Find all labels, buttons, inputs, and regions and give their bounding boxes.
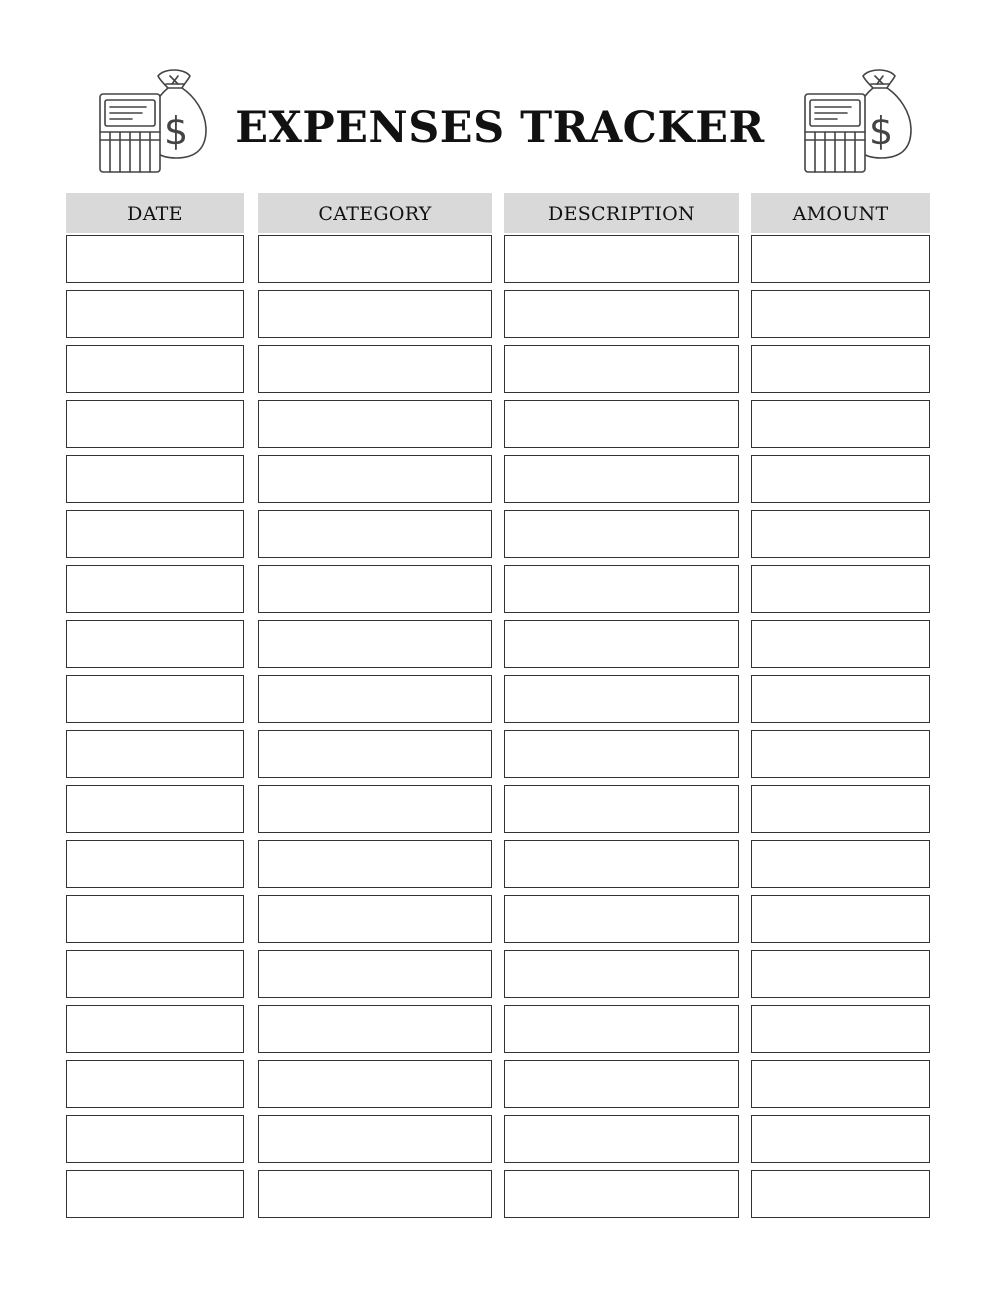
- amount-entry-cell[interactable]: [751, 1115, 930, 1163]
- date-entry-cell[interactable]: [66, 565, 244, 613]
- date-entry-cell[interactable]: [66, 730, 244, 778]
- description-entry-cell[interactable]: [504, 840, 739, 888]
- description-entry-cell[interactable]: [504, 1170, 739, 1218]
- description-entry-cell[interactable]: [504, 1005, 739, 1053]
- category-entry-cell[interactable]: [258, 730, 492, 778]
- amount-entry-cell[interactable]: [751, 1005, 930, 1053]
- category-entry-cell[interactable]: [258, 620, 492, 668]
- date-entry-cell[interactable]: [66, 1060, 244, 1108]
- description-entry-cell[interactable]: [504, 455, 739, 503]
- category-entry-cell[interactable]: [258, 785, 492, 833]
- amount-entry-cell[interactable]: [751, 950, 930, 998]
- date-entry-cell[interactable]: [66, 345, 244, 393]
- description-entry-cell[interactable]: [504, 895, 739, 943]
- amount-entry-cell[interactable]: [751, 675, 930, 723]
- date-entry-cell[interactable]: [66, 895, 244, 943]
- amount-entry-cell[interactable]: [751, 235, 930, 283]
- svg-text:$: $: [869, 109, 894, 153]
- category-entry-cell[interactable]: [258, 1115, 492, 1163]
- date-entry-cell[interactable]: [66, 675, 244, 723]
- calculator-money-bag-icon: [98, 64, 208, 174]
- amount-entry-cell[interactable]: [751, 455, 930, 503]
- date-entry-cell[interactable]: [66, 950, 244, 998]
- amount-entry-cell[interactable]: [751, 785, 930, 833]
- category-entry-cell[interactable]: [258, 400, 492, 448]
- date-entry-cell[interactable]: [66, 1115, 244, 1163]
- page-title: EXPENSES TRACKER: [235, 103, 765, 153]
- category-entry-cell[interactable]: [258, 895, 492, 943]
- category-entry-cell[interactable]: [258, 455, 492, 503]
- description-entry-cell[interactable]: [504, 785, 739, 833]
- description-entry-cell[interactable]: [504, 510, 739, 558]
- description-entry-cell[interactable]: [504, 620, 739, 668]
- date-entry-cell[interactable]: [66, 510, 244, 558]
- description-entry-cell[interactable]: [504, 290, 739, 338]
- description-entry-cell[interactable]: [504, 1115, 739, 1163]
- amount-entry-cell[interactable]: [751, 510, 930, 558]
- date-column-header: DATE: [66, 193, 244, 233]
- date-entry-cell[interactable]: [66, 290, 244, 338]
- description-entry-cell[interactable]: [504, 400, 739, 448]
- date-entry-cell[interactable]: [66, 840, 244, 888]
- amount-entry-cell[interactable]: [751, 345, 930, 393]
- amount-entry-cell[interactable]: [751, 400, 930, 448]
- category-entry-cell[interactable]: [258, 510, 492, 558]
- calculator-money-bag-icon: [803, 64, 913, 174]
- amount-entry-cell[interactable]: [751, 1060, 930, 1108]
- description-entry-cell[interactable]: [504, 950, 739, 998]
- category-entry-cell[interactable]: [258, 950, 492, 998]
- date-entry-cell[interactable]: [66, 400, 244, 448]
- description-entry-cell[interactable]: [504, 675, 739, 723]
- date-entry-cell[interactable]: [66, 455, 244, 503]
- description-column: [504, 193, 739, 1225]
- description-column-header: DESCRIPTION: [504, 193, 739, 233]
- category-entry-cell[interactable]: [258, 1005, 492, 1053]
- category-entry-cell[interactable]: [258, 345, 492, 393]
- category-entry-cell[interactable]: [258, 840, 492, 888]
- date-entry-cell[interactable]: [66, 1170, 244, 1218]
- date-entry-cell[interactable]: [66, 235, 244, 283]
- description-entry-cell[interactable]: [504, 345, 739, 393]
- amount-entry-cell[interactable]: [751, 290, 930, 338]
- amount-column-header: AMOUNT: [751, 193, 930, 233]
- category-column: [258, 193, 492, 1225]
- category-entry-cell[interactable]: [258, 290, 492, 338]
- svg-text:$: $: [164, 109, 189, 153]
- category-entry-cell[interactable]: [258, 235, 492, 283]
- amount-entry-cell[interactable]: [751, 895, 930, 943]
- description-entry-cell[interactable]: [504, 235, 739, 283]
- category-entry-cell[interactable]: [258, 675, 492, 723]
- description-entry-cell[interactable]: [504, 730, 739, 778]
- category-entry-cell[interactable]: [258, 565, 492, 613]
- amount-column: [751, 193, 930, 1225]
- date-entry-cell[interactable]: [66, 1005, 244, 1053]
- category-entry-cell[interactable]: [258, 1060, 492, 1108]
- description-entry-cell[interactable]: [504, 565, 739, 613]
- category-entry-cell[interactable]: [258, 1170, 492, 1218]
- category-column-header: CATEGORY: [258, 193, 492, 233]
- date-entry-cell[interactable]: [66, 785, 244, 833]
- amount-entry-cell[interactable]: [751, 620, 930, 668]
- date-entry-cell[interactable]: [66, 620, 244, 668]
- description-entry-cell[interactable]: [504, 1060, 739, 1108]
- amount-entry-cell[interactable]: [751, 1170, 930, 1218]
- amount-entry-cell[interactable]: [751, 730, 930, 778]
- amount-entry-cell[interactable]: [751, 565, 930, 613]
- date-column: [66, 193, 244, 1225]
- amount-entry-cell[interactable]: [751, 840, 930, 888]
